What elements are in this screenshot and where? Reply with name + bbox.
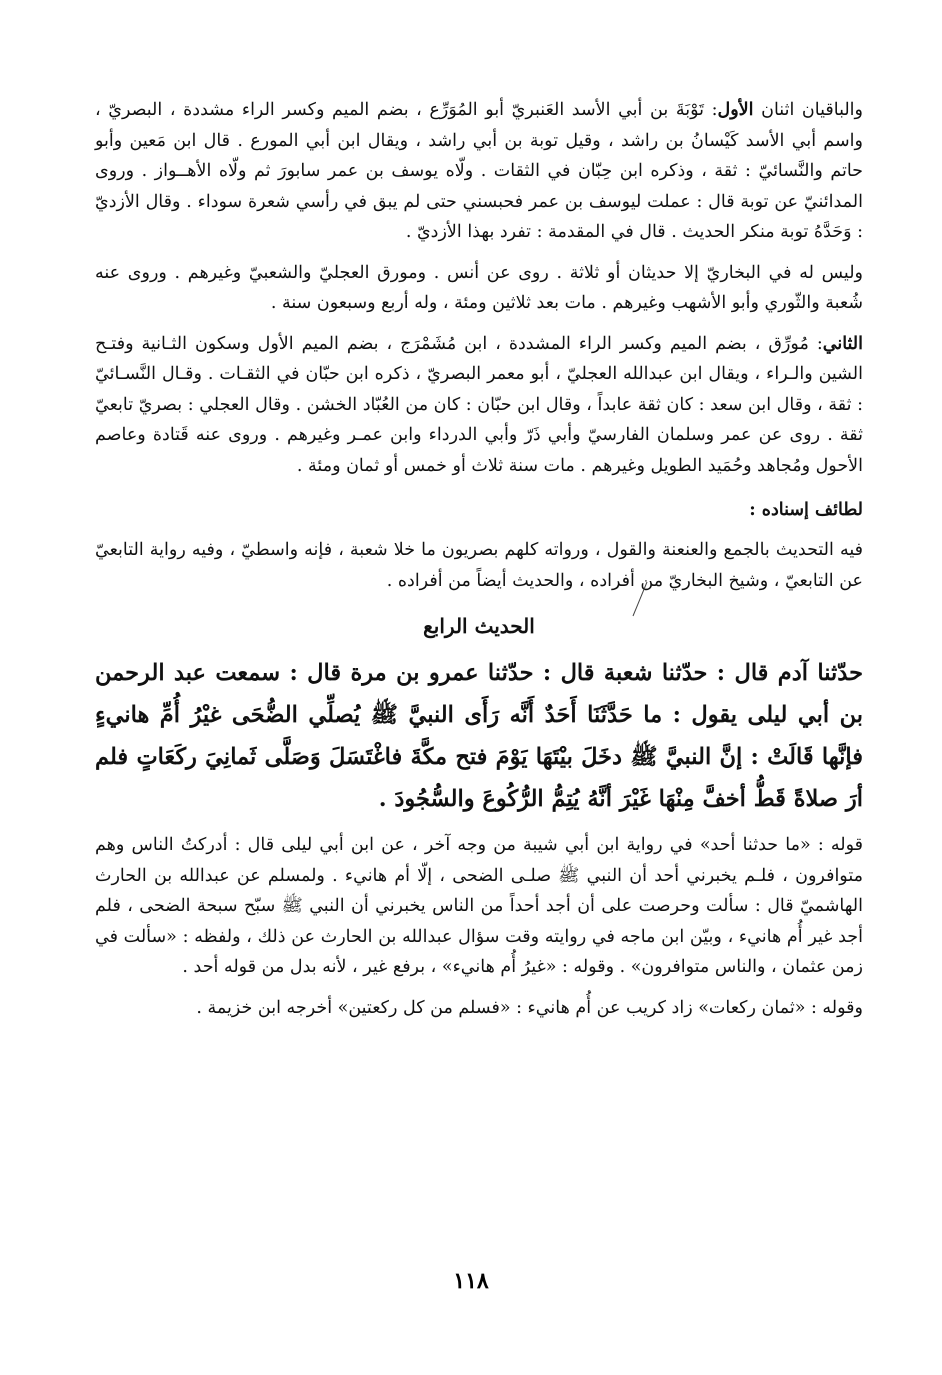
- paragraph-commentary-final: وقوله : «ثمان ركعات» زاد كريب عن أُم هانيء : «فسلم من كل ركعتين» أخرجه ابن خزيمة .: [196, 997, 863, 1018]
- isnad-heading: لطائف إسناده :: [749, 500, 863, 520]
- paragraph-isnad-notes: فيه التحديث بالجمع والعنعنة والقول ، ورواته كلهم بصريون ما خلا شعبة ، فإنه واسطيّ ، وفيه رواية التابعيّ عن التابعيّ ، وشيخ البخاريّ من أفراده ، والحديث أيضاً من أفراده .: [95, 540, 863, 591]
- intro-text: والباقيان اثنان: [753, 100, 863, 120]
- paragraph-first-narrator: [95, 95, 863, 248]
- paragraph-commentary: قوله : «ما حدثنا أحد» في رواية ابن أبي شيبة من وجه آخر ، عن ابن أبي ليلى قال : أدركتُ الناس وهم متوافرون ، فلـم يخبرني أحد أن النبي ﷺ صلـى الضحى ، إلّا أم هانيء . ولمسلم عن عبدالله بن الحارث الهاشميّ قال : سألت وحرصت على أن أجد أحداً من الناس يخبرني أن النبي ﷺ سبّح سبحة الضحى ، فلم أجد غير أُم هانيء ، وبيّن ابن ماجه في روايته وقت سؤال عبدالله بن الحارث عن ذلك ، ولفظه : «سألت في زمن عثمان ، والناس متوافرون» . وقوله : «غيرُ أُم هانيء» ، برفع غير ، لأنه بدل من قوله أحد .: [95, 835, 863, 977]
- paragraph-first-narrator-continued: وليس له في البخاريّ إلا حديثان أو ثلاثة . روى عن أنس . ومورق العجليّ والشعبيّ وغيرهم . وروى عنه شُعبة والثّوري وأبو الأشهب وغيرهم . مات بعد ثلاثين ومئة ، وله أربع وسبعون سنة .: [95, 262, 863, 313]
- first-label: الأول: [717, 100, 754, 120]
- section-title: الحديث الرابع: [423, 614, 535, 638]
- pen-stroke-mark: [625, 580, 655, 620]
- first-narrator-text: : تَوْبَةَ بن أبي الأسد العَنبريّ أبو المُوَرِّع ، بضم الميم وكسر الراء مشددة ، البصريّ ، واسم أبي الأسد كَيْسانُ بن راشد ، وقيل توبة بن أبي راشد ، ويقال ابن أبي المورع . قال ابن مَعين وأبو حاتم والنَّسائيّ : ثقة ، وذكره ابن حِبّان في الثقات . ولّاه يوسف بن عمر سابورَ ثم ولّاه الأهــواز . وروى المدائنيّ عن توبة قال : عملت ليوسف بن عمر فحبسني حتى لم يبق في رأسي شعرة سوداء . وقال الأزديّ : وَحَدَّهُ توبة منكر الحديث . قال في المقدمة : تفرد بهذا الأزديّ .: [95, 100, 863, 242]
- page-body: [95, 95, 863, 1023]
- page-number: ١١٨: [453, 1268, 489, 1294]
- paragraph-second-narrator: [95, 329, 863, 482]
- hadith-text: حدّثنا آدم قال : حدّثنا شعبة قال : حدّثنا عمرو بن مرة قال : سمعت عبد الرحمن بن أبي ليلى يقول : ما حَدَّثَنَا أَحَدٌ أَنَّه رَأَى النبيَّ ﷺ يُصلِّي الضُّحَى غيْرُ أُمِّ هانيءٍ فإنَّها قَالَتْ : إنَّ النبيَّ ﷺ دخَلَ بيْتَهَا يَوْمَ فتح مكَّةَ فاغْتَسَلَ وَصَلَّى ثَمانِيَ ركَعَاتٍ فلم أرَ صلاةً قَطُّ أخفَّ مِنْهَا غَيْرَ أنَّهُ يُتِمُّ الرُّكُوعَ والسُّجُودَ .: [95, 660, 863, 812]
- second-narrator-text: : مُورِّق ، بضم الميم وكسر الراء المشددة ، ابن مُشَمْرَج ، بضم الميم الأول وسكون الثـانية وفتـح الشين والـراء ، ويقال ابن عبدالله العجليّ ، أبو معمر البصريّ ، ذكره ابن حبّان في الثقـات . وقـال النَّسـائيّ : ثقة ، وقال ابن سعد : كان ثقة عابداً ، وقال ابن حبّان : كان من العُبّاد الخشن . وقال العجلي : بصريّ تابعيّ ثقة . روى عن عمر وسلمان الفارسيّ وأبي ذَرّ وأبي الدرداء وابن عمـر وغيرهم . وروى عنه قَتادة وعاصم الأحول ومُجاهد وحُمَيد الطويل وغيرهم . مات سنة ثلاث أو خمس أو ثمان ومئة .: [95, 333, 863, 476]
- second-label: الثاني: [822, 333, 863, 354]
